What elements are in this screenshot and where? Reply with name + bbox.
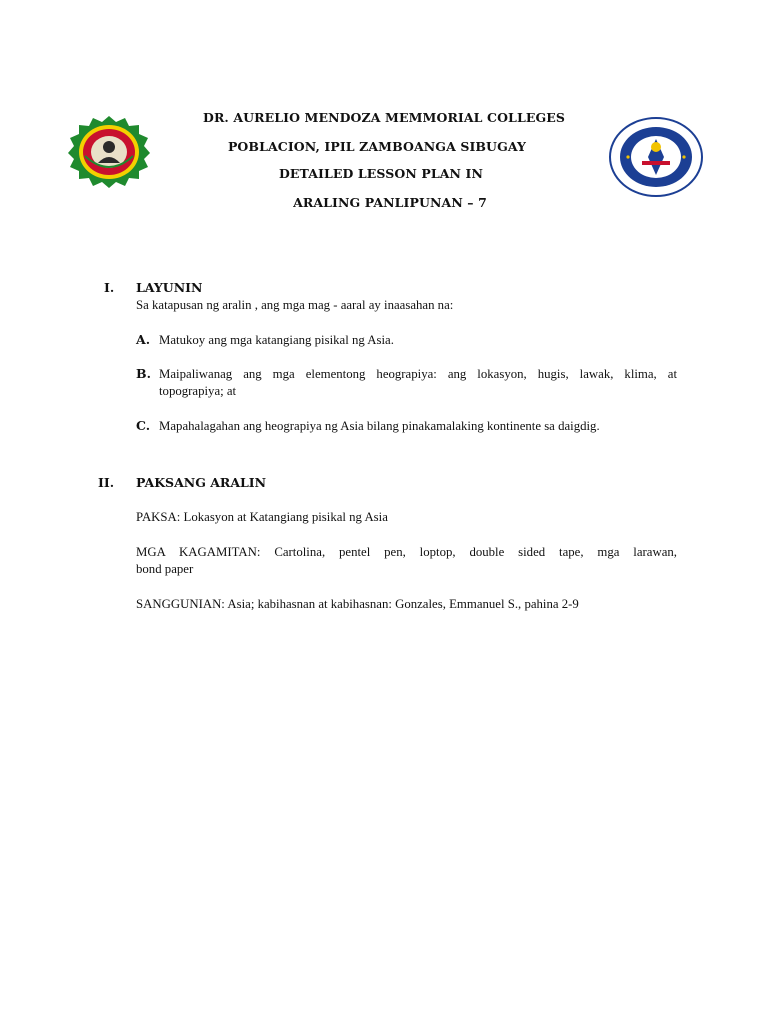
objective-c-text: Mapahalagahan ang heograpiya ng Asia bilang pinakamalaking kontinente sa daigdig. bbox=[159, 419, 600, 433]
subject-title: ARALING PANLIPUNAN – 7 bbox=[293, 195, 487, 210]
paksa-text: PAKSA: Lokasyon at Katangiang pisikal ng Asia bbox=[136, 510, 388, 524]
sanggunian-text: SANGGUNIAN: Asia; kabihasnan at kabihasnan: Gonzales, Emmanuel S., pahina 2-9 bbox=[136, 597, 579, 611]
deped-book bbox=[642, 161, 670, 165]
deped-star-left-icon bbox=[626, 155, 629, 158]
section1-intro: Sa katapusan ng aralin , ang mga mag - aaral ay inaasahan na: bbox=[136, 298, 454, 312]
section2-number: II. bbox=[98, 475, 115, 490]
kagamitan-line1: MGA KAGAMITAN: Cartolina, pentel pen, loptop, double sided tape, mga larawan, bbox=[136, 545, 677, 559]
objective-b-letter: B. bbox=[136, 366, 151, 381]
section1-title: LAYUNIN bbox=[136, 280, 203, 295]
deped-star-right-icon bbox=[682, 155, 685, 158]
kagamitan-line2: bond paper bbox=[136, 562, 194, 576]
section2-title: PAKSANG ARALIN bbox=[136, 475, 267, 490]
objective-c-letter: C. bbox=[136, 418, 151, 433]
school-address: POBLACION, IPIL ZAMBOANGA SIBUGAY bbox=[227, 139, 527, 154]
objective-b-text-line2: topograpiya; at bbox=[159, 384, 237, 398]
document-type: DETAILED LESSON PLAN IN bbox=[278, 166, 484, 181]
deped-seal-logo bbox=[608, 117, 704, 197]
objective-a-letter: A. bbox=[136, 332, 151, 347]
objective-b-text-line1: Maipaliwanag ang mga elementong heograpiya: ang lokasyon, hugis, lawak, klima, at bbox=[159, 367, 677, 381]
school-name: DR. AURELIO MENDOZA MEMMORIAL COLLEGES bbox=[203, 110, 565, 125]
objective-a-text: Matukoy ang mga katangiang pisikal ng Asia. bbox=[159, 333, 394, 347]
section1-number: I. bbox=[104, 280, 115, 295]
